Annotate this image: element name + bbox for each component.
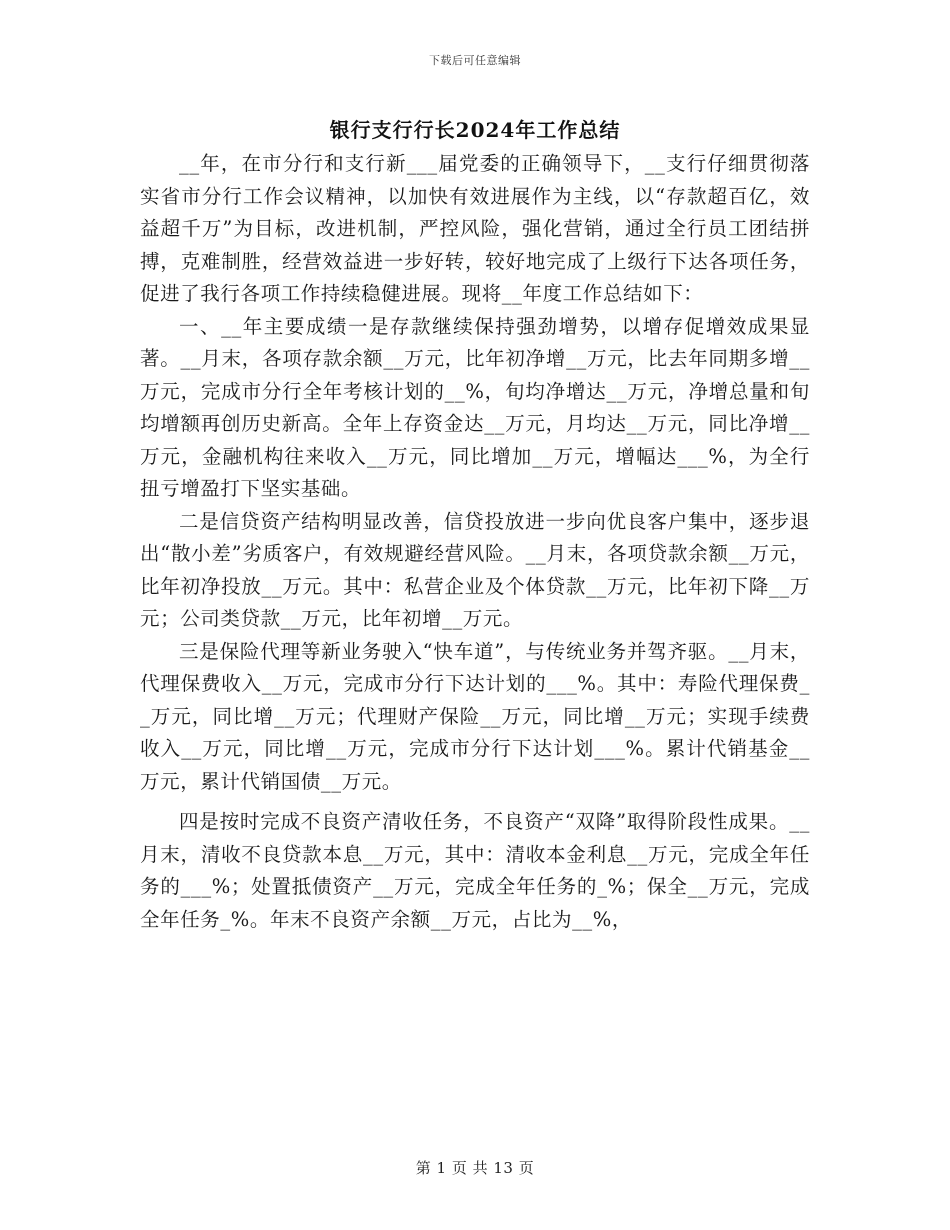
download-edit-note: 下载后可任意编辑 — [429, 54, 521, 67]
page-number: 第 1 页 共 13 页 — [415, 1159, 535, 1177]
paragraph-insurance: 三是保险代理等新业务驶入“快车道”，与传统业务并驾齐驱。__月末，代理保费收入__万元，完成市分行下达计划的___%。其中：寿险代理保费__万元，同比增__万元；代理财产保险__万元，同比增__万元；实现手续费收入__万元，同比增__万元，完成市分行下达计划___%。累计代销基金__万元，累计代销国债__万元。 — [140, 639, 810, 793]
paragraph-deposits: 一、__年主要成绩一是存款继续保持强劲增势，以增存促增效成果显著。__月末，各项存款余额__万元，比年初净增__万元，比去年同期多增__万元，完成市分行全年考核计划的__%，旬均净增达__万元，净增总量和旬均增额再创历史新高。全年上存资金达__万元，月均达__万元，同比净增__万元，金融机构往来收入__万元，同比增加__万元，增幅达___%，为全行扭亏增盈打下坚实基础。 — [140, 314, 810, 500]
document-body — [140, 148, 810, 936]
paragraph-nonperforming: 四是按时完成不良资产清收任务，不良资产“双降”取得阶段性成果。__月末，清收不良贷款本息__万元，其中：清收本金利息__万元，完成全年任务的___%；处置抵债资产__万元，完成全年任务的_%；保全__万元，完成全年任务_%。年末不良资产余额__万元，占比为__%， — [140, 810, 810, 931]
paragraph-intro: __年，在市分行和支行新___届党委的正确领导下，__支行仔细贯彻落实省市分行工作会议精神，以加快有效进展作为主线，以“存款超百亿，效益超千万”为目标，改进机制，严控风险，强化营销，通过全行员工团结拼搏，克难制胜，经营效益进一步好转，较好地完成了上级行下达各项任务，促进了我行各项工作持续稳健进展。现将__年度工作总结如下： — [140, 152, 810, 305]
paragraph-credit: 二是信贷资产结构明显改善，信贷投放进一步向优良客户集中，逐步退出“散小差”劣质客户，有效规避经营风险。__月末，各项贷款余额__万元，比年初净投放__万元。其中：私营企业及个体贷款__万元，比年初下降__万元；公司类贷款__万元，比年初增__万元。 — [140, 509, 810, 630]
document-title: 银行支行行长2024年工作总结 — [329, 118, 621, 142]
